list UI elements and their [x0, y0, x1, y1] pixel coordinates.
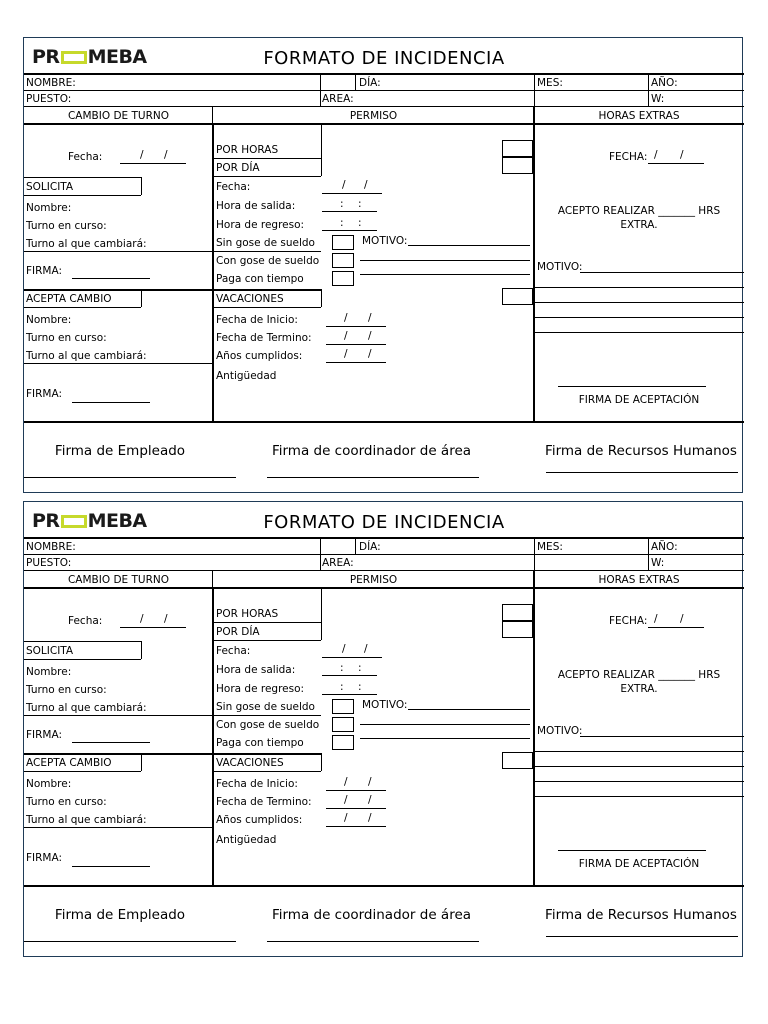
mes-label: MES:	[537, 541, 563, 553]
cambio-fecha-label: Fecha:	[68, 615, 103, 627]
form-title: FORMATO DE INCIDENCIA	[263, 512, 505, 533]
horas-extras-header: HORAS EXTRAS	[598, 574, 680, 586]
logo-text-right: MEBA	[87, 510, 147, 532]
vacaciones-checkbox[interactable]	[502, 752, 533, 769]
acepta-nombre-label: Nombre:	[26, 778, 72, 790]
logo-text-right: MEBA	[87, 46, 147, 68]
acepta-turno-cambiara-label: Turno al que cambiará:	[26, 814, 147, 826]
incidence-form-bottom	[0, 501, 768, 961]
por-dia-checkbox[interactable]	[502, 621, 533, 638]
incidence-form: PR MEBA FORMATO DE INCIDENCIA NOMBRE: DÍA: MES: AÑO: PUESTO: AREA: W: CAMBIO DE TURNO PERMISO HORAS EXTRAS Fecha: / / SOLICITA Nombre: Turno en curso: Turno al que cambiará: FIRMA: ACEPTA CAMBIO Nombre: Turno en curso: Turno al que cambiará: FIRMA: POR HORAS POR DÍA Fecha: / / Hora de salida: : : Hora de regreso: : : Sin gose de sueldo MOTIVO: Con gose de sueldo Paga con tiempo VACACIONES Fecha de Inicio: / / Fecha de Termino: / / Años cumplidos: / / Antigüedad FECHA: / / ACEPTO REALIZAR _______ HRS EXTRA. MOTIVO: FIRMA DE ACEPTACIÓN Firma de Empleado Firma de coordinador de área Firma de Recursos Humanos	[23, 501, 743, 957]
dia-label: DÍA:	[359, 77, 381, 89]
sin-gose-checkbox[interactable]	[332, 235, 354, 250]
por-horas-label: POR HORAS	[216, 144, 279, 156]
anios-cumplidos-label: Años cumplidos:	[216, 814, 303, 826]
acepta-turno-cambiara-label: Turno al que cambiará:	[26, 350, 147, 362]
firma-coordinador-label: Firma de coordinador de área	[271, 907, 472, 923]
permiso-fecha-label: Fecha:	[216, 181, 251, 193]
cambio-turno-header: CAMBIO DE TURNO	[67, 110, 170, 122]
por-horas-checkbox[interactable]	[502, 604, 533, 621]
antiguedad-label: Antigüedad	[216, 834, 277, 846]
puesto-label: PUESTO:	[26, 557, 72, 569]
acepta-firma-label: FIRMA:	[26, 852, 63, 864]
hora-regreso-label: Hora de regreso:	[216, 219, 305, 231]
horas-extras-header: HORAS EXTRAS	[598, 110, 680, 122]
incidence-form: PR MEBA FORMATO DE INCIDENCIA NOMBRE: DÍA: MES: AÑO: PUESTO: AREA: W: CAMBIO DE TURNO PERMISO HORAS EXTRAS Fecha: / / SOLICITA Nombre: Turno en curso: Turno al que cambiará: FIRMA: ACEPTA CAMBIO Nombre: Turno en curso: Turno al que cambiará: FIRMA: POR HORAS POR DÍA Fecha: / / Hora de salida: : : Hora de regreso: : : Sin gose de sueldo MOTIVO: Con gose de sueldo Paga con tiempo VACACIONES Fecha de Inicio: / / Fecha de Termino: / / Años cumplidos: / / Antigüedad FECHA: / / ACEPTO REALIZAR _______ HRS EXTRA. MOTIVO: FIRMA DE ACEPTACIÓN Firma de Empleado Firma de coordinador de área Firma de Recursos Humanos	[23, 37, 743, 493]
acepto-extra-text: EXTRA.	[620, 219, 658, 231]
area-label: AREA:	[322, 93, 354, 105]
solicita-nombre-label: Nombre:	[26, 202, 72, 214]
solicita-turno-cambiara-label: Turno al que cambiará:	[26, 238, 147, 250]
nombre-label: NOMBRE:	[26, 541, 76, 553]
paga-tiempo-checkbox[interactable]	[332, 271, 354, 286]
acepta-cambio-label: ACEPTA CAMBIO	[26, 293, 112, 305]
hora-salida-label: Hora de salida:	[216, 664, 296, 676]
por-dia-label: POR DÍA	[216, 162, 260, 174]
logo-text-left: PR	[32, 46, 60, 68]
incidence-form-top	[0, 37, 768, 497]
area-label: AREA:	[322, 557, 354, 569]
vacaciones-label: VACACIONES	[216, 293, 284, 305]
hora-salida-label: Hora de salida:	[216, 200, 296, 212]
firma-aceptacion-label: FIRMA DE ACEPTACIÓN	[578, 858, 700, 870]
acepta-cambio-label: ACEPTA CAMBIO	[26, 757, 112, 769]
antiguedad-label: Antigüedad	[216, 370, 277, 382]
solicita-turno-curso-label: Turno en curso:	[26, 684, 107, 696]
solicita-nombre-label: Nombre:	[26, 666, 72, 678]
por-dia-checkbox[interactable]	[502, 157, 533, 174]
acepto-realizar-text: ACEPTO REALIZAR _______ HRS	[557, 669, 721, 681]
extras-fecha-label: FECHA:	[609, 615, 648, 627]
vacaciones-label: VACACIONES	[216, 757, 284, 769]
form-title: FORMATO DE INCIDENCIA	[263, 48, 505, 69]
extras-fecha-label: FECHA:	[609, 151, 648, 163]
por-horas-checkbox[interactable]	[502, 140, 533, 157]
sin-gose-checkbox[interactable]	[332, 699, 354, 714]
con-gose-label: Con gose de sueldo	[216, 255, 320, 267]
acepto-realizar-text: ACEPTO REALIZAR _______ HRS	[557, 205, 721, 217]
vacaciones-checkbox[interactable]	[502, 288, 533, 305]
solicita-firma-label: FIRMA:	[26, 729, 63, 741]
firma-rrhh-label: Firma de Recursos Humanos	[545, 907, 737, 923]
cambio-fecha-label: Fecha:	[68, 151, 103, 163]
logo-text-left: PR	[32, 510, 60, 532]
anio-label: AÑO:	[651, 77, 678, 89]
con-gose-label: Con gose de sueldo	[216, 719, 320, 731]
permiso-header: PERMISO	[349, 110, 398, 122]
firma-empleado-label: Firma de Empleado	[54, 907, 186, 923]
solicita-turno-cambiara-label: Turno al que cambiará:	[26, 702, 147, 714]
fecha-inicio-label: Fecha de Inicio:	[216, 314, 298, 326]
anios-cumplidos-label: Años cumplidos:	[216, 350, 303, 362]
paga-tiempo-checkbox[interactable]	[332, 735, 354, 750]
acepta-firma-label: FIRMA:	[26, 388, 63, 400]
solicita-firma-label: FIRMA:	[26, 265, 63, 277]
sin-gose-label: Sin gose de sueldo	[216, 701, 315, 713]
dia-label: DÍA:	[359, 541, 381, 553]
extras-motivo-label: MOTIVO:	[537, 261, 583, 273]
solicita-label: SOLICITA	[26, 181, 74, 193]
fecha-inicio-label: Fecha de Inicio:	[216, 778, 298, 790]
acepta-nombre-label: Nombre:	[26, 314, 72, 326]
acepta-turno-curso-label: Turno en curso:	[26, 796, 107, 808]
con-gose-checkbox[interactable]	[332, 717, 354, 732]
con-gose-checkbox[interactable]	[332, 253, 354, 268]
puesto-label: PUESTO:	[26, 93, 72, 105]
permiso-header: PERMISO	[349, 574, 398, 586]
fecha-termino-label: Fecha de Termino:	[216, 332, 312, 344]
nombre-label: NOMBRE:	[26, 77, 76, 89]
extras-motivo-label: MOTIVO:	[537, 725, 583, 737]
permiso-motivo-label: MOTIVO:	[362, 235, 408, 247]
solicita-turno-curso-label: Turno en curso:	[26, 220, 107, 232]
por-horas-label: POR HORAS	[216, 608, 279, 620]
cambio-turno-header: CAMBIO DE TURNO	[67, 574, 170, 586]
solicita-label: SOLICITA	[26, 645, 74, 657]
firma-coordinador-label: Firma de coordinador de área	[271, 443, 472, 459]
permiso-fecha-label: Fecha:	[216, 645, 251, 657]
hora-regreso-label: Hora de regreso:	[216, 683, 305, 695]
mes-label: MES:	[537, 77, 563, 89]
fecha-termino-label: Fecha de Termino:	[216, 796, 312, 808]
permiso-motivo-label: MOTIVO:	[362, 699, 408, 711]
firma-aceptacion-label: FIRMA DE ACEPTACIÓN	[578, 394, 700, 406]
por-dia-label: POR DÍA	[216, 626, 260, 638]
w-label: W:	[651, 93, 665, 105]
anio-label: AÑO:	[651, 541, 678, 553]
firma-empleado-label: Firma de Empleado	[54, 443, 186, 459]
sin-gose-label: Sin gose de sueldo	[216, 237, 315, 249]
w-label: W:	[651, 557, 665, 569]
paga-tiempo-label: Paga con tiempo	[216, 273, 304, 285]
acepta-turno-curso-label: Turno en curso:	[26, 332, 107, 344]
acepto-extra-text: EXTRA.	[620, 683, 658, 695]
paga-tiempo-label: Paga con tiempo	[216, 737, 304, 749]
firma-rrhh-label: Firma de Recursos Humanos	[545, 443, 737, 459]
